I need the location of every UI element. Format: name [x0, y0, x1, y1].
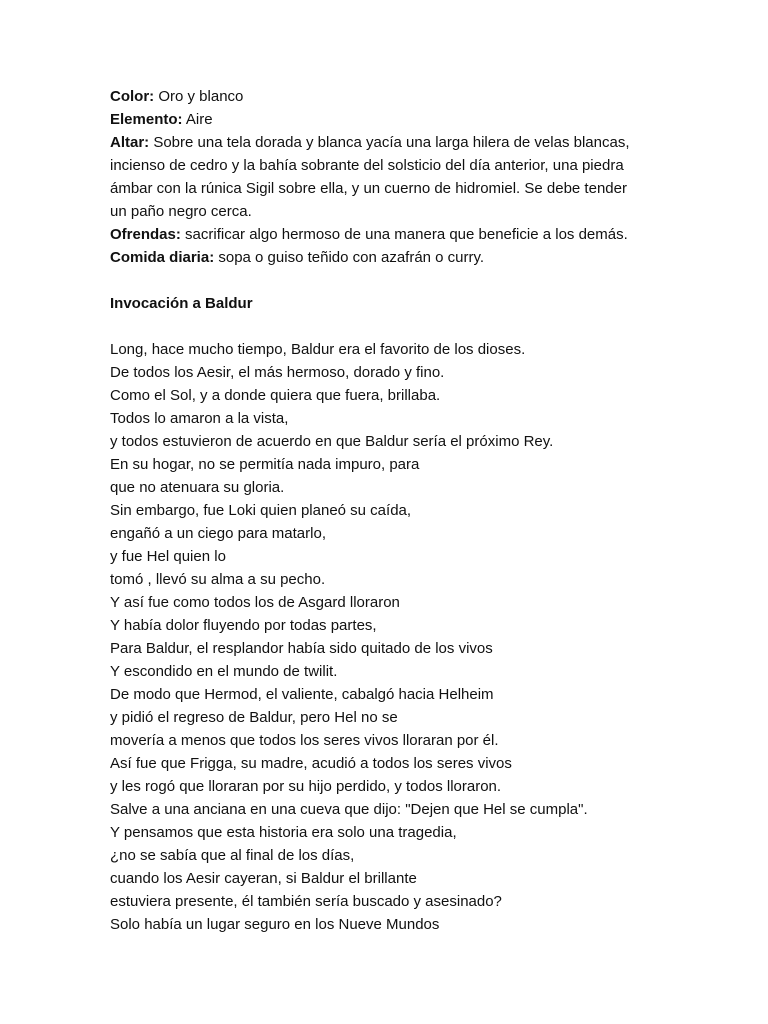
document-page	[110, 85, 660, 936]
poem-line: Long, hace mucho tiempo, Baldur era el favorito de los dioses.	[110, 341, 526, 358]
attribute-offerings	[110, 223, 660, 246]
altar-label: Altar:	[110, 134, 150, 151]
poem-line: y les rogó que lloraran por su hijo perdido, y todos lloraron.	[110, 778, 502, 795]
altar-text-line: incienso de cedro y la bahía sobrante del solsticio del día anterior, una piedra	[110, 157, 624, 174]
poem-line: y todos estuvieron de acuerdo en que Baldur sería el próximo Rey.	[110, 433, 554, 450]
poem-line: Solo había un lugar seguro en los Nueve Mundos	[110, 916, 440, 933]
poem-line: y fue Hel quien lo	[110, 548, 226, 565]
poem-line: que no atenuara su gloria.	[110, 479, 285, 496]
color-value: Oro y blanco	[154, 88, 244, 105]
poem-line: Para Baldur, el resplandor había sido quitado de los vivos	[110, 640, 493, 657]
poem-line: Salve a una anciana en una cueva que dijo: "Dejen que Hel se cumpla".	[110, 801, 588, 818]
daily-food-label: Comida diaria:	[110, 249, 215, 266]
poem-line: cuando los Aesir cayeran, si Baldur el brillante	[110, 870, 417, 887]
poem-line: Como el Sol, y a donde quiera que fuera, brillaba.	[110, 387, 441, 404]
attribute-altar	[110, 131, 660, 154]
poem-line: Y escondido en el mundo de twilit.	[110, 663, 338, 680]
poem-line: De modo que Hermod, el valiente, cabalgó hacia Helheim	[110, 686, 494, 703]
poem-line: Y había dolor fluyendo por todas partes,	[110, 617, 377, 634]
poem-line: tomó , llevó su alma a su pecho.	[110, 571, 326, 588]
altar-text-line: Sobre una tela dorada y blanca yacía una larga hilera de velas blancas,	[149, 134, 630, 151]
poem-line: De todos los Aesir, el más hermoso, dorado y fino.	[110, 364, 445, 381]
color-label: Color:	[110, 88, 155, 105]
offerings-label: Ofrendas:	[110, 226, 181, 243]
poem-line: Y así fue como todos los de Asgard lloraron	[110, 594, 400, 611]
poem-line: engañó a un ciego para matarlo,	[110, 525, 326, 542]
poem-line: Sin embargo, fue Loki quien planeó su caída,	[110, 502, 412, 519]
poem-line: ¿no se sabía que al final de los días,	[110, 847, 355, 864]
daily-food-value: sopa o guiso teñido con azafrán o curry.	[214, 249, 485, 266]
poem-line: y pidió el regreso de Baldur, pero Hel no se	[110, 709, 398, 726]
poem-line: Así fue que Frigga, su madre, acudió a todos los seres vivos	[110, 755, 512, 772]
attribute-element	[110, 108, 660, 131]
poem-line: Y pensamos que esta historia era solo una tragedia,	[110, 824, 457, 841]
poem-line: En su hogar, no se permitía nada impuro, para	[110, 456, 420, 473]
invocation-title: Invocación a Baldur	[110, 295, 253, 312]
poem-line: movería a menos que todos los seres vivos lloraran por él.	[110, 732, 499, 749]
attribute-color	[110, 85, 660, 108]
attribute-daily-food	[110, 246, 660, 269]
altar-text-line: ámbar con la rúnica Sigil sobre ella, y un cuerno de hidromiel. Se debe tender	[110, 180, 627, 197]
altar-text-line: un paño negro cerca.	[110, 203, 252, 220]
invocation-poem	[110, 338, 660, 936]
poem-line: Todos lo amaron a la vista,	[110, 410, 289, 427]
spacer	[110, 269, 660, 292]
offerings-value: sacrificar algo hermoso de una manera que beneficie a los demás.	[180, 226, 628, 243]
spacer	[110, 315, 660, 338]
element-label: Elemento:	[110, 111, 183, 128]
poem-line: estuviera presente, él también sería buscado y asesinado?	[110, 893, 502, 910]
element-value: Aire	[182, 111, 213, 128]
